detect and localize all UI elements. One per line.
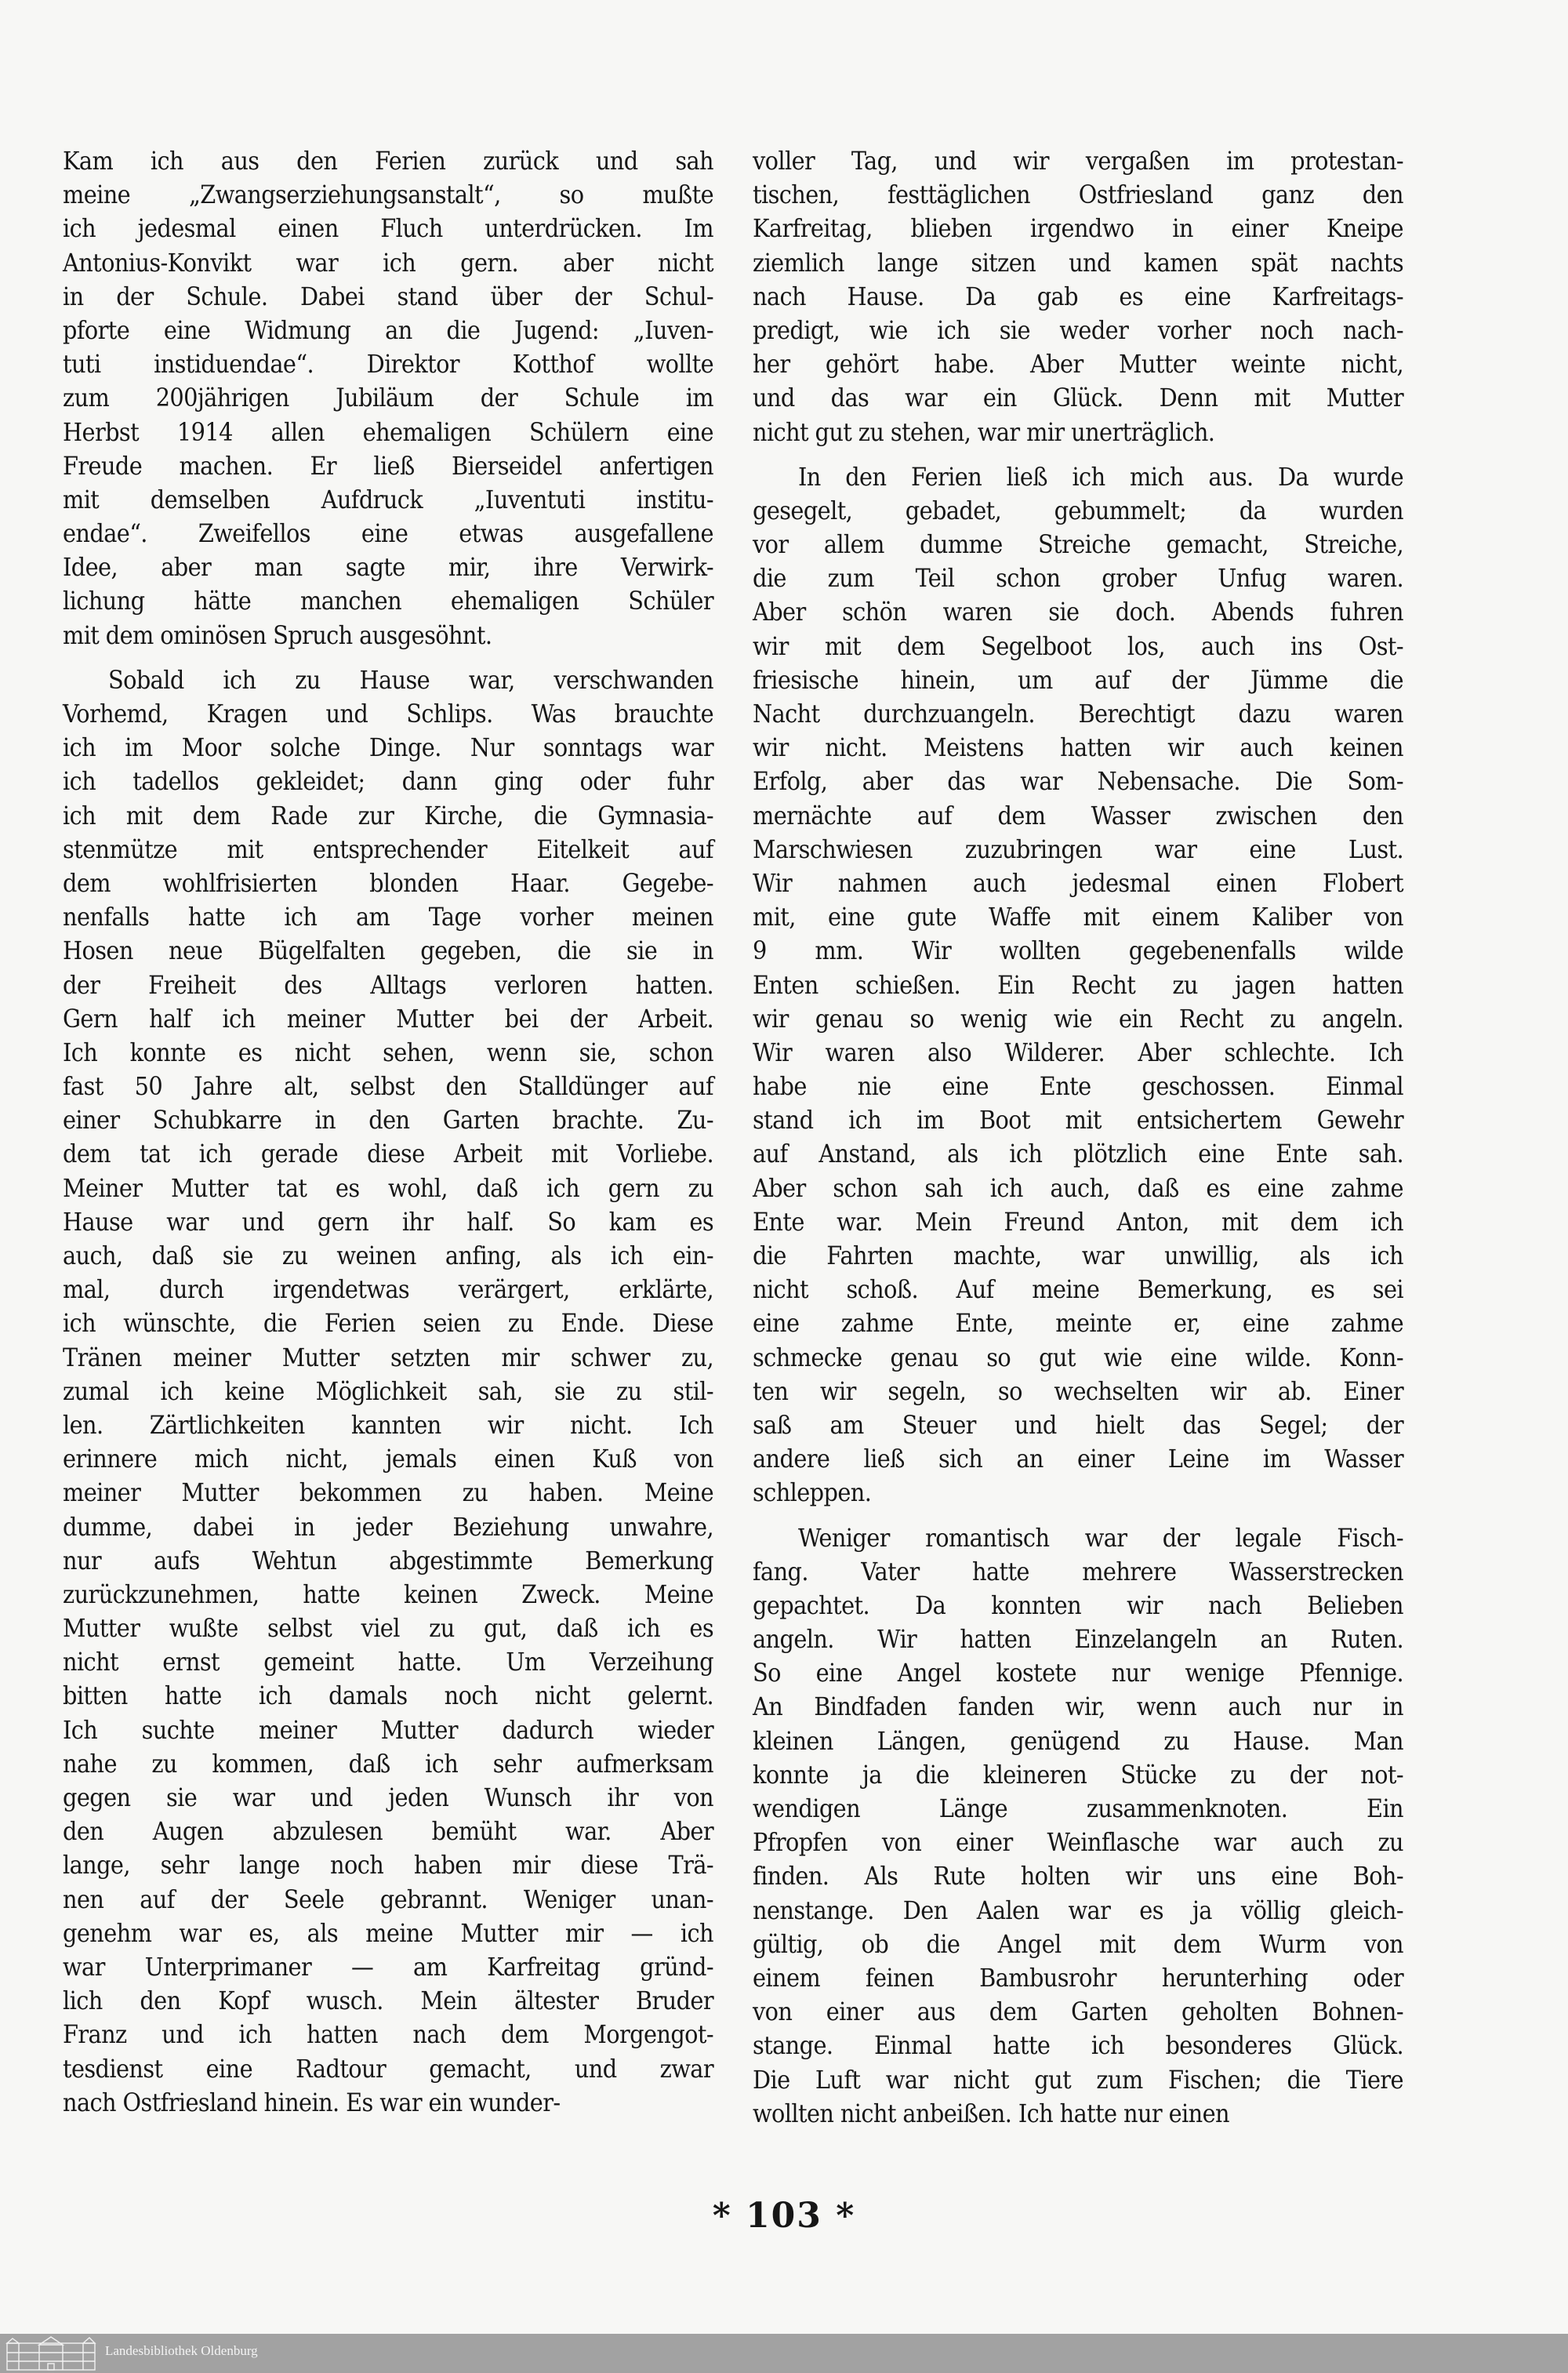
text-line: mit demselben Aufdruck „Iuventuti institu- bbox=[63, 484, 713, 514]
text-line: voller Tag, und wir vergaßen im protestan- bbox=[753, 146, 1403, 176]
text-line: wir genau so wenig wie ein Recht zu angeln. bbox=[753, 1003, 1403, 1034]
library-building-icon bbox=[5, 2335, 97, 2371]
text-line: endae“. Zweifellos eine etwas ausgefallene bbox=[63, 518, 713, 549]
text-line: Erfolg, aber das war Nebensache. Die Som- bbox=[753, 766, 1403, 797]
text-line: Herbst 1914 allen ehemaligen Schülern eine bbox=[63, 416, 713, 447]
text-line: mernächte auf dem Wasser zwischen den bbox=[753, 800, 1403, 830]
text-line: Franz und ich hatten nach dem Morgengot- bbox=[63, 2019, 713, 2050]
text-line: vor allem dumme Streiche gemacht, Streiche, bbox=[753, 529, 1403, 560]
text-line: der Freiheit des Alltags verloren hatten. bbox=[63, 969, 713, 1000]
text-line: angeln. Wir hatten Einzelangeln an Ruten. bbox=[753, 1624, 1403, 1655]
text-line: Weniger romantisch war der legale Fisch- bbox=[798, 1522, 1403, 1553]
text-line: Ich suchte meiner Mutter dadurch wieder bbox=[63, 1714, 713, 1745]
text-line: genehm war es, als meine Mutter mir — ich bbox=[63, 1917, 713, 1948]
text-line: ich wünschte, die Ferien seien zu Ende. Diese bbox=[63, 1308, 713, 1339]
text-line: ziemlich lange sitzen und kamen spät nachts bbox=[753, 247, 1403, 278]
text-line: konnte ja die kleineren Stücke zu der not- bbox=[753, 1759, 1403, 1790]
text-line: nach Hause. Da gab es eine Karfreitags- bbox=[753, 281, 1403, 311]
text-line: So eine Angel kostete nur wenige Pfennige. bbox=[753, 1658, 1403, 1688]
text-line: die Fahrten machte, war unwillig, als ich bbox=[753, 1241, 1403, 1270]
text-line: Marschwiesen zuzubringen war eine Lust. bbox=[753, 834, 1403, 864]
text-line: Kam ich aus den Ferien zurück und sah bbox=[63, 146, 713, 176]
text-line: eine zahme Ente, meinte er, eine zahme bbox=[753, 1308, 1403, 1339]
text-line: ten wir segeln, so wechselten wir ab. Einer bbox=[753, 1375, 1403, 1406]
text-line: wendigen Länge zusammenknoten. Ein bbox=[753, 1793, 1403, 1823]
text-line: in der Schule. Dabei stand über der Schul- bbox=[63, 281, 713, 311]
text-line: Karfreitag, blieben irgendwo in einer Kneipe bbox=[753, 213, 1403, 244]
text-line: friesische hinein, um auf der Jümme die bbox=[753, 664, 1403, 695]
text-line: war Unterprimaner — am Karfreitag gründ- bbox=[63, 1951, 713, 1982]
paragraph-gap bbox=[753, 449, 1403, 460]
text-line: Antonius-Konvikt war ich gern. aber nicht bbox=[63, 247, 713, 278]
text-line: schleppen. bbox=[753, 1477, 872, 1508]
text-line: die zum Teil schon grober Unfug waren. bbox=[753, 563, 1403, 594]
text-line: Mutter wußte selbst viel zu gut, daß ich es bbox=[63, 1613, 713, 1644]
text-line: nahe zu kommen, daß ich sehr aufmerksam bbox=[63, 1748, 713, 1779]
text-line: In den Ferien ließ ich mich aus. Da wurde bbox=[798, 461, 1403, 492]
text-line: auch, daß sie zu weinen anfing, als ich ein- bbox=[63, 1241, 713, 1270]
text-line: nen auf der Seele gebrannt. Weniger unan- bbox=[63, 1884, 713, 1914]
text-line: einer Schubkarre in den Garten brachte. Zu- bbox=[63, 1105, 713, 1136]
text-line: Aber schon sah ich auch, daß es eine zahme bbox=[753, 1172, 1403, 1203]
text-line: ich jedesmal einen Fluch unterdrücken. Im bbox=[63, 213, 713, 244]
text-line: Hause war und gern ihr half. So kam es bbox=[63, 1206, 713, 1237]
right-column-paragraph bbox=[753, 1521, 1403, 2131]
text-line: stand ich im Boot mit entsichertem Gewehr bbox=[753, 1105, 1403, 1136]
text-line: Wir nahmen auch jedesmal einen Flobert bbox=[753, 867, 1403, 898]
library-footer-band bbox=[0, 2334, 1568, 2373]
text-line: Wir waren also Wilderer. Aber schlechte. Ich bbox=[753, 1037, 1403, 1067]
text-line: 9 mm. Wir wollten gegebenenfalls wilde bbox=[753, 936, 1403, 966]
right-text-column bbox=[753, 144, 1403, 2131]
text-line: dem wohlfrisierten blonden Haar. Gegebe- bbox=[63, 867, 713, 898]
page-number: * 103 * bbox=[712, 2196, 856, 2236]
text-line: meiner Mutter bekommen zu haben. Meine bbox=[63, 1477, 713, 1508]
text-line: predigt, wie ich sie weder vorher noch nach- bbox=[753, 314, 1403, 345]
text-line: kleinen Längen, genügend zu Hause. Man bbox=[753, 1725, 1403, 1756]
text-line: ich tadellos gekleidet; dann ging oder fuhr bbox=[63, 766, 713, 797]
text-line: tischen, festtäglichen Ostfriesland ganz den bbox=[753, 180, 1403, 210]
text-line: len. Zärtlichkeiten kannten wir nicht. Ich bbox=[63, 1409, 713, 1440]
text-line: habe nie eine Ente geschossen. Einmal bbox=[753, 1071, 1403, 1102]
text-line: stenmütze mit entsprechender Eitelkeit auf bbox=[63, 834, 713, 864]
text-line: einem feinen Bambusrohr herunterhing oder bbox=[753, 1962, 1403, 1993]
text-line: lichung hätte manchen ehemaligen Schüler bbox=[63, 586, 713, 616]
text-line: meine „Zwangserziehungsanstalt“, so mußte bbox=[63, 180, 713, 210]
text-line: dem tat ich gerade diese Arbeit mit Vorliebe. bbox=[63, 1139, 713, 1169]
text-line: mal, durch irgendetwas verärgert, erklärte, bbox=[63, 1274, 713, 1305]
text-line: Die Luft war nicht gut zum Fischen; die Tiere bbox=[753, 2064, 1403, 2095]
text-line: lange, sehr lange noch haben mir diese Trä- bbox=[63, 1850, 713, 1881]
text-line: fast 50 Jahre alt, selbst den Stalldünger auf bbox=[63, 1071, 713, 1102]
text-line: Nacht durchzuangeln. Berechtigt dazu waren bbox=[753, 699, 1403, 729]
text-line: erinnere mich nicht, jemals einen Kuß von bbox=[63, 1444, 713, 1474]
text-line: nenstange. Den Aalen war es ja völlig gleich- bbox=[753, 1895, 1403, 1925]
left-text-column bbox=[63, 144, 713, 2120]
right-column-paragraph bbox=[753, 460, 1403, 1510]
text-line: zurückzunehmen, hatte keinen Zweck. Meine bbox=[63, 1579, 713, 1609]
text-line: pforte eine Widmung an die Jugend: „Iuven- bbox=[63, 314, 713, 345]
text-line: dumme, dabei in jeder Beziehung unwahre, bbox=[63, 1511, 713, 1542]
text-line: Enten schießen. Ein Recht zu jagen hatten bbox=[753, 969, 1403, 1000]
text-line: gültig, ob die Angel mit dem Wurm von bbox=[753, 1928, 1403, 1959]
text-line: Ich konnte es nicht sehen, wenn sie, schon bbox=[63, 1037, 713, 1067]
text-line: zumal ich keine Möglichkeit sah, sie zu stil- bbox=[63, 1375, 713, 1406]
text-line: Gern half ich meiner Mutter bei der Arbeit. bbox=[63, 1003, 713, 1034]
text-line: mit dem ominösen Spruch ausgesöhnt. bbox=[63, 620, 492, 650]
text-line: wir mit dem Segelboot los, auch ins Ost- bbox=[753, 630, 1403, 661]
text-line: nur aufs Wehtun abgestimmte Bemerkung bbox=[63, 1545, 713, 1575]
text-line: An Bindfaden fanden wir, wenn auch nur in bbox=[753, 1692, 1403, 1722]
text-line: Hosen neue Bügelfalten gegeben, die sie in bbox=[63, 936, 713, 966]
text-line: Idee, aber man sagte mir, ihre Verwirk- bbox=[63, 552, 713, 583]
text-line: nach Ostfriesland hinein. Es war ein wunder- bbox=[63, 2087, 561, 2117]
text-line: nenfalls hatte ich am Tage vorher meinen bbox=[63, 902, 713, 932]
text-line: schmecke genau so gut wie eine wilde. Konn- bbox=[753, 1342, 1403, 1372]
left-column-paragraph bbox=[63, 663, 713, 2120]
library-name: Landesbibliothek Oldenburg bbox=[105, 2343, 258, 2358]
text-line: tesdienst eine Radtour gemacht, und zwar bbox=[63, 2053, 713, 2084]
text-line: Tränen meiner Mutter setzten mir schwer zu, bbox=[63, 1342, 713, 1372]
text-line: nicht schoß. Auf meine Bemerkung, es sei bbox=[753, 1274, 1403, 1305]
text-line: gepachtet. Da konnten wir nach Belieben bbox=[753, 1590, 1403, 1620]
left-column-paragraph bbox=[63, 144, 713, 652]
text-line: wir nicht. Meistens hatten wir auch keinen bbox=[753, 732, 1403, 763]
text-line: ich mit dem Rade zur Kirche, die Gymnasia- bbox=[63, 800, 713, 830]
paragraph-gap bbox=[63, 652, 713, 663]
text-line: saß am Steuer und hielt das Segel; der bbox=[753, 1409, 1403, 1440]
text-line: bitten hatte ich damals noch nicht gelernt. bbox=[63, 1681, 713, 1711]
text-line: Sobald ich zu Hause war, verschwanden bbox=[108, 664, 713, 695]
text-line: Vorhemd, Kragen und Schlips. Was brauchte bbox=[63, 699, 713, 729]
text-line: Pfropfen von einer Weinflasche war auch zu bbox=[753, 1827, 1403, 1858]
text-line: tuti instiduendae“. Direktor Kotthof wollte bbox=[63, 349, 713, 380]
paragraph-gap bbox=[753, 1510, 1403, 1521]
text-line: finden. Als Rute holten wir uns eine Boh- bbox=[753, 1861, 1403, 1891]
text-line: fang. Vater hatte mehrere Wasserstrecken bbox=[753, 1556, 1403, 1586]
text-line: zum 200jährigen Jubiläum der Schule im bbox=[63, 383, 713, 413]
text-line: Meiner Mutter tat es wohl, daß ich gern zu bbox=[63, 1172, 713, 1203]
text-line: nicht gut zu stehen, war mir unerträglich. bbox=[753, 416, 1215, 447]
text-line: ich im Moor solche Dinge. Nur sonntags war bbox=[63, 732, 713, 763]
text-line: wollten nicht anbeißen. Ich hatte nur einen bbox=[753, 2098, 1229, 2128]
text-line: Freude machen. Er ließ Bierseidel anfertigen bbox=[63, 450, 713, 481]
text-line: andere ließ sich an einer Leine im Wasser bbox=[753, 1444, 1403, 1474]
text-line: und das war ein Glück. Denn mit Mutter bbox=[753, 383, 1403, 413]
text-line: gegen sie war und jeden Wunsch ihr von bbox=[63, 1782, 713, 1812]
text-line: her gehört habe. Aber Mutter weinte nicht, bbox=[753, 349, 1403, 380]
text-line: gesegelt, gebadet, gebummelt; da wurden bbox=[753, 495, 1403, 525]
text-line: mit, eine gute Waffe mit einem Kaliber von bbox=[753, 902, 1403, 932]
text-line: Aber schön waren sie doch. Abends fuhren bbox=[753, 597, 1403, 627]
text-line: lich den Kopf wusch. Mein ältester Bruder bbox=[63, 1986, 713, 2016]
right-column-paragraph bbox=[753, 144, 1403, 449]
text-line: Ente war. Mein Freund Anton, mit dem ich bbox=[753, 1206, 1403, 1237]
text-line: von einer aus dem Garten geholten Bohnen- bbox=[753, 1997, 1403, 2027]
text-line: auf Anstand, als ich plötzlich eine Ente sah. bbox=[753, 1139, 1403, 1169]
text-line: nicht ernst gemeint hatte. Um Verzeihung bbox=[63, 1647, 713, 1677]
text-line: den Augen abzulesen bemüht war. Aber bbox=[63, 1816, 713, 1847]
text-line: stange. Einmal hatte ich besonderes Glück. bbox=[753, 2030, 1403, 2061]
